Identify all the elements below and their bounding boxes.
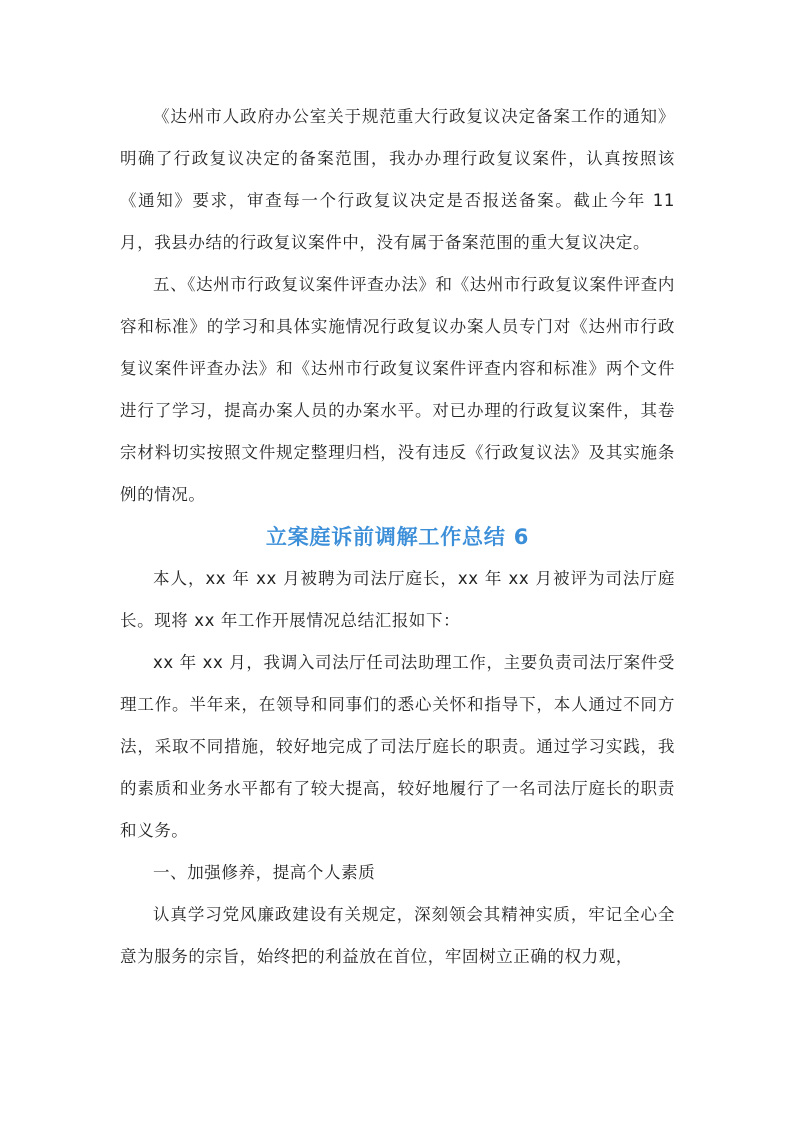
section-title: 立案庭诉前调解工作总结 6 bbox=[265, 525, 530, 549]
paragraph-work-summary: xx 年 xx 月，我调入司法厅任司法助理工作，主要负责司法厅案件受理工作。半年来，在领导和同事们的悉心关怀和指导下，本人通过不同方法，采取不同措施，较好地完成了司法厅庭长的职责。通过学习实践，我的素质和业务水平都有了较大提高，较好地履行了一名司法厅庭长的职责和义务。 bbox=[120, 653, 675, 840]
paragraph-party-study: 认真学习党风廉政建设有关规定，深刻领会其精神实质，牢记全心全意为服务的宗旨，始终把的利益放在首位，牢固树立正确的权力观， bbox=[120, 905, 675, 966]
paragraph-section-five: 五、《达州市行政复议案件评查办法》和《达州市行政复议案件评查内容和标准》的学习和具体实施情况行政复议办案人员专门对《达州市行政复议案件评查办法》和《达州市行政复议案件评查内容和标准》两个文件进行了学习，提高办案人员的办案水平。对已办理的行政复议案件，其卷宗材料切实按照文件规定整理归档，没有违反《行政复议法》及其实施条例的情况。 bbox=[120, 275, 675, 504]
subheading-self-improvement: 一、加强修养，提高个人素质 bbox=[153, 863, 376, 882]
document-page bbox=[120, 96, 675, 978]
paragraph-filing-notice: 《达州市人政府办公室关于规范重大行政复议决定备案工作的通知》明确了行政复议决定的备案范围，我办办理行政复议案件，认真按照该《通知》要求，审查每一个行政复议决定是否报送备案。截止今年 11 月，我县办结的行政复议案件中，没有属于备案范围的重大复议决定。 bbox=[120, 107, 675, 252]
paragraph-introduction: 本人，xx 年 xx 月被聘为司法厅庭长，xx 年 xx 月被评为司法厅庭长。现将 xx 年工作开展情况总结汇报如下： bbox=[120, 569, 675, 630]
